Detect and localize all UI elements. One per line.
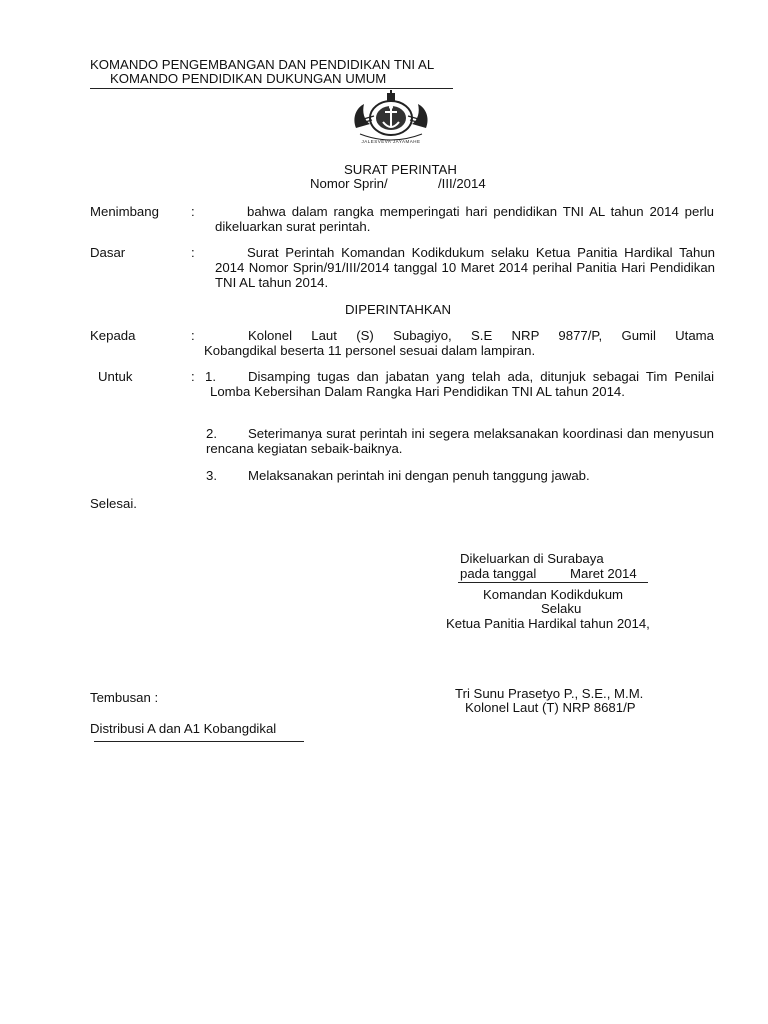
header-line-1: KOMANDO PENGEMBANGAN DAN PENDIDIKAN TNI AL <box>90 57 435 72</box>
kepada-colon: : <box>191 328 195 343</box>
selesai-text: Selesai. <box>90 496 137 511</box>
kepada-label: Kepada <box>90 328 136 343</box>
signatory-name: Tri Sunu Prasetyo P., S.E., M.M. <box>455 686 644 701</box>
issued-place: Dikeluarkan di Surabaya <box>460 551 604 566</box>
letter-number-label: Nomor Sprin/ <box>310 176 388 191</box>
untuk-item-3-number: 3. <box>206 468 217 483</box>
diperintahkan-heading: DIPERINTAHKAN <box>345 302 452 317</box>
untuk-item-1-text: Disamping tugas dan jabatan yang telah ada, ditunjuk sebagai Tim Penilai Lomba Kebersihan Dalam Rangka Hari Pendidikan TNI AL tahun 2014. <box>210 369 714 399</box>
menimbang-colon: : <box>191 204 195 219</box>
dasar-text: Surat Perintah Komandan Kodikdukum selaku Ketua Panitia Hardikal Tahun 2014 Nomor Sprin/91/III/2014 tanggal 10 Maret 2014 perihal Panitia Hari Pendidikan TNI AL tahun 2014. <box>215 245 715 290</box>
tembusan-label: Tembusan : <box>90 690 159 705</box>
dasar-label: Dasar <box>90 245 126 260</box>
menimbang-label: Menimbang <box>90 204 159 219</box>
issued-date-value: Maret 2014 <box>570 566 637 581</box>
untuk-item-2-number: 2. <box>206 426 217 441</box>
header-rule <box>90 88 453 89</box>
signatory-title-3: Ketua Panitia Hardikal tahun 2014, <box>446 616 650 631</box>
untuk-item-1-number: 1. <box>205 369 216 384</box>
letter-number-suffix: /III/2014 <box>438 176 486 191</box>
distribusi-rule <box>94 741 304 742</box>
letter-title: SURAT PERINTAH <box>344 162 457 177</box>
kepada-line-2: Kobangdikal beserta 11 personel sesuai dalam lampiran. <box>204 343 536 358</box>
kepada-line-1: Kolonel Laut (S) Subagiyo, S.E NRP 9877/P, Gumil Utama <box>248 328 714 343</box>
signatory-rank: Kolonel Laut (T) NRP 8681/P <box>465 700 636 715</box>
header-line-2: KOMANDO PENDIDIKAN DUKUNGAN UMUM <box>110 71 387 86</box>
untuk-colon: : <box>191 369 195 384</box>
emblem-motto: JALESVEVA JAYAMAHE <box>361 139 421 144</box>
issued-date-rule <box>458 582 648 583</box>
signatory-title-1: Komandan Kodikdukum <box>483 587 624 602</box>
untuk-item-3-text: Melaksanakan perintah ini dengan penuh tanggung jawab. <box>248 468 590 483</box>
untuk-label: Untuk <box>98 369 133 384</box>
issued-date-label: pada tanggal <box>460 566 537 581</box>
untuk-item-2-text: Seterimanya surat perintah ini segera melaksanakan koordinasi dan menyusun rencana kegiatan sebaik-baiknya. <box>206 426 714 456</box>
navy-emblem-icon <box>350 90 432 146</box>
distribusi-text: Distribusi A dan A1 Kobangdikal <box>90 721 277 736</box>
menimbang-text: bahwa dalam rangka memperingati hari pendidikan TNI AL tahun 2014 perlu dikeluarkan surat perintah. <box>215 204 714 234</box>
signatory-title-2: Selaku <box>541 601 582 616</box>
dasar-colon: : <box>191 245 195 260</box>
